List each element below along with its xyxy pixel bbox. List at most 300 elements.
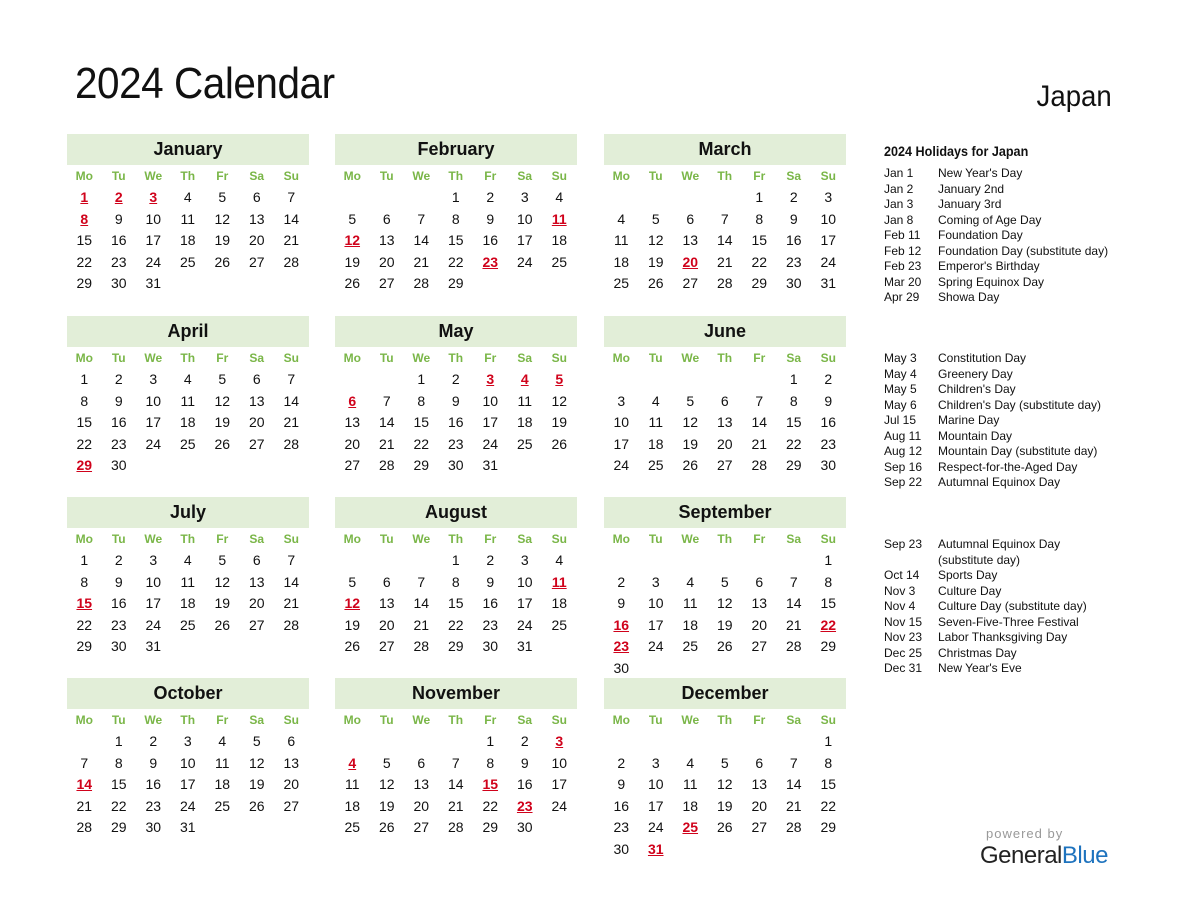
weekday-label: Fr bbox=[484, 169, 497, 183]
weekday-label: Sa bbox=[786, 351, 802, 365]
month-april bbox=[67, 316, 309, 477]
month-january bbox=[67, 134, 309, 295]
day-cell: 30 bbox=[482, 638, 499, 654]
week-row bbox=[604, 230, 846, 252]
week-row bbox=[335, 593, 577, 615]
holiday-entry bbox=[884, 413, 1114, 429]
holiday-entry bbox=[884, 244, 1114, 260]
empty-day-cell bbox=[811, 658, 846, 680]
day-cell: 19 bbox=[344, 616, 361, 633]
holiday-date: Feb 11 bbox=[884, 228, 921, 242]
week-row bbox=[67, 369, 309, 391]
weekday-label: Mo bbox=[343, 532, 361, 546]
day-cell: 5 bbox=[686, 392, 695, 409]
day-cell: 12 bbox=[214, 392, 231, 409]
weekday-label: Tu bbox=[111, 713, 126, 727]
holiday-entry bbox=[884, 290, 1114, 306]
week-row bbox=[67, 796, 309, 818]
weekday-label: Mo bbox=[612, 532, 630, 546]
day-cell: 5 bbox=[555, 371, 564, 387]
day-cell: 21 bbox=[378, 435, 395, 452]
day-cell: 21 bbox=[413, 253, 430, 270]
holiday-name: Seven-Five-Three Festival bbox=[938, 614, 1079, 629]
week-row bbox=[604, 796, 846, 818]
day-cell: 15 bbox=[76, 232, 93, 248]
week-row bbox=[604, 658, 846, 680]
day-cell: 7 bbox=[417, 210, 426, 227]
empty-day-cell bbox=[708, 187, 743, 209]
weekday-label: Sa bbox=[786, 532, 802, 546]
day-cell: 14 bbox=[76, 776, 93, 792]
day-cell: 26 bbox=[716, 638, 733, 654]
week-row bbox=[604, 273, 846, 295]
day-cell: 19 bbox=[214, 232, 231, 248]
day-cell: 2 bbox=[789, 189, 798, 205]
day-cell: 26 bbox=[682, 457, 699, 473]
day-cell: 25 bbox=[214, 797, 231, 814]
day-cell: 16 bbox=[482, 232, 499, 248]
holiday-name: Autumnal Equinox Day bbox=[938, 475, 1061, 489]
day-cell: 8 bbox=[486, 754, 495, 771]
day-cell: 9 bbox=[486, 210, 495, 227]
day-cell: 3 bbox=[555, 733, 564, 749]
day-cell: 13 bbox=[344, 414, 361, 430]
day-cell: 16 bbox=[110, 232, 127, 248]
day-cell: 3 bbox=[824, 189, 833, 205]
day-cell: 29 bbox=[76, 638, 93, 654]
day-cell: 12 bbox=[551, 392, 568, 409]
day-cell: 10 bbox=[516, 573, 533, 590]
day-cell: 11 bbox=[551, 210, 567, 227]
day-cell: 17 bbox=[145, 414, 162, 430]
empty-day-cell bbox=[171, 455, 206, 477]
day-cell: 4 bbox=[651, 392, 660, 409]
day-cell: 6 bbox=[287, 733, 296, 749]
day-cell: 14 bbox=[716, 232, 733, 248]
day-cell: 1 bbox=[789, 371, 798, 387]
weekday-label: Su bbox=[820, 351, 836, 365]
holiday-date: Jan 3 bbox=[884, 197, 914, 211]
day-cell: 28 bbox=[751, 457, 768, 473]
empty-day-cell bbox=[404, 187, 439, 209]
week-row bbox=[604, 731, 846, 753]
weekday-label: Tu bbox=[648, 532, 663, 546]
day-cell: 1 bbox=[80, 189, 89, 205]
day-cell: 8 bbox=[417, 392, 426, 409]
day-cell: 21 bbox=[283, 232, 300, 248]
holiday-name: Children's Day (substitute day) bbox=[938, 397, 1102, 412]
day-cell: 24 bbox=[516, 616, 533, 633]
day-cell: 19 bbox=[716, 797, 733, 814]
weekday-label: Mo bbox=[75, 532, 93, 546]
empty-day-cell bbox=[508, 273, 543, 295]
week-row bbox=[604, 369, 846, 391]
day-cell: 17 bbox=[647, 616, 664, 633]
day-cell: 13 bbox=[751, 776, 768, 792]
empty-day-cell bbox=[777, 839, 812, 861]
weekday-header-row bbox=[335, 165, 577, 187]
weekday-label: Sa bbox=[249, 169, 265, 183]
empty-day-cell bbox=[777, 550, 812, 572]
day-cell: 14 bbox=[413, 232, 430, 248]
day-cell: 20 bbox=[378, 616, 395, 633]
day-cell: 29 bbox=[820, 638, 837, 654]
empty-day-cell bbox=[205, 273, 240, 295]
holiday-date: Nov 4 bbox=[884, 599, 916, 613]
day-cell: 5 bbox=[720, 754, 729, 771]
week-row bbox=[335, 774, 577, 796]
day-cell: 9 bbox=[149, 754, 158, 771]
day-cell: 1 bbox=[451, 189, 460, 205]
day-cell: 31 bbox=[482, 457, 499, 473]
month-december bbox=[604, 678, 846, 860]
day-cell: 14 bbox=[413, 595, 430, 611]
holidays-title: 2024 Holidays for Japan bbox=[884, 143, 1029, 159]
week-row bbox=[67, 615, 309, 637]
day-cell: 15 bbox=[76, 414, 93, 430]
holiday-entry bbox=[884, 444, 1114, 460]
day-cell: 18 bbox=[516, 414, 533, 430]
empty-day-cell bbox=[604, 369, 639, 391]
day-cell: 12 bbox=[248, 754, 265, 771]
day-cell: 5 bbox=[382, 754, 391, 771]
week-row bbox=[67, 273, 309, 295]
week-row bbox=[67, 455, 309, 477]
day-cell: 30 bbox=[110, 638, 127, 654]
day-cell: 14 bbox=[447, 776, 464, 792]
day-cell: 11 bbox=[682, 595, 698, 611]
weekday-label: Fr bbox=[484, 532, 497, 546]
day-cell: 20 bbox=[751, 616, 768, 633]
day-cell: 12 bbox=[344, 232, 361, 248]
weekday-label: Fr bbox=[753, 532, 766, 546]
week-row bbox=[604, 572, 846, 594]
holiday-date: Sep 23 bbox=[884, 537, 923, 551]
day-cell: 8 bbox=[80, 210, 89, 227]
day-cell: 29 bbox=[751, 275, 768, 291]
day-cell: 25 bbox=[179, 435, 196, 452]
week-row bbox=[335, 252, 577, 274]
week-row bbox=[604, 615, 846, 637]
month-title: August bbox=[335, 497, 577, 528]
holiday-entry bbox=[884, 182, 1114, 198]
day-cell: 14 bbox=[785, 776, 802, 792]
day-cell: 28 bbox=[413, 275, 430, 291]
day-cell: 23 bbox=[613, 638, 630, 654]
day-cell: 25 bbox=[516, 435, 533, 452]
holiday-date: May 6 bbox=[884, 397, 917, 412]
day-cell: 10 bbox=[145, 573, 162, 590]
weekday-label: Mo bbox=[75, 713, 93, 727]
weekday-label: Fr bbox=[216, 532, 229, 546]
week-row bbox=[604, 774, 846, 796]
day-cell: 21 bbox=[785, 616, 802, 633]
day-cell: 25 bbox=[613, 275, 630, 291]
week-row bbox=[67, 391, 309, 413]
holiday-name: Mountain Day bbox=[938, 428, 1013, 443]
day-cell: 12 bbox=[716, 776, 733, 792]
holiday-entry bbox=[884, 166, 1114, 182]
day-cell: 25 bbox=[682, 638, 699, 654]
empty-day-cell bbox=[171, 273, 206, 295]
day-cell: 22 bbox=[785, 435, 802, 452]
day-cell: 12 bbox=[647, 232, 664, 248]
week-row bbox=[604, 593, 846, 615]
day-cell: 29 bbox=[110, 819, 127, 835]
week-row bbox=[604, 636, 846, 658]
holiday-entry bbox=[884, 213, 1114, 229]
day-cell: 26 bbox=[214, 253, 231, 270]
day-cell: 6 bbox=[720, 392, 729, 409]
weekday-label: We bbox=[144, 713, 163, 727]
day-cell: 29 bbox=[76, 457, 93, 473]
empty-day-cell bbox=[473, 273, 508, 295]
week-row bbox=[604, 753, 846, 775]
holiday-entry bbox=[884, 646, 1114, 662]
holiday-name: Constitution Day bbox=[938, 351, 1027, 365]
month-february bbox=[335, 134, 577, 295]
week-row bbox=[335, 817, 577, 839]
day-cell: 23 bbox=[110, 435, 127, 452]
day-cell: 19 bbox=[344, 253, 361, 270]
weekday-label: Sa bbox=[517, 169, 533, 183]
day-cell: 5 bbox=[218, 371, 227, 387]
day-cell: 2 bbox=[114, 189, 123, 205]
month-title: June bbox=[604, 316, 846, 347]
month-title: January bbox=[67, 134, 309, 165]
holiday-entry bbox=[884, 398, 1114, 414]
empty-day-cell bbox=[639, 658, 674, 680]
day-cell: 31 bbox=[820, 275, 837, 291]
week-row bbox=[335, 753, 577, 775]
day-cell: 21 bbox=[76, 797, 93, 814]
day-cell: 7 bbox=[382, 392, 391, 409]
empty-day-cell bbox=[639, 187, 674, 209]
day-cell: 7 bbox=[755, 392, 764, 409]
empty-day-cell bbox=[205, 455, 240, 477]
day-cell: 22 bbox=[76, 616, 93, 633]
weekday-label: Tu bbox=[648, 713, 663, 727]
weekday-label: Sa bbox=[249, 351, 265, 365]
holiday-entry bbox=[884, 537, 1114, 568]
weekday-header-row bbox=[604, 165, 846, 187]
day-cell: 3 bbox=[651, 573, 660, 590]
empty-day-cell bbox=[742, 839, 777, 861]
week-row bbox=[67, 209, 309, 231]
week-row bbox=[335, 731, 577, 753]
holiday-date: Sep 22 bbox=[884, 475, 923, 489]
day-cell: 11 bbox=[180, 573, 196, 590]
brand-text-blue: Blue bbox=[1061, 842, 1108, 869]
day-cell: 21 bbox=[413, 616, 430, 633]
week-row bbox=[604, 434, 846, 456]
day-cell: 31 bbox=[145, 275, 162, 291]
weekday-label: Th bbox=[448, 532, 464, 546]
month-title: December bbox=[604, 678, 846, 709]
day-cell: 21 bbox=[447, 797, 464, 814]
day-cell: 5 bbox=[252, 733, 261, 749]
holiday-list-1 bbox=[884, 166, 1114, 306]
day-cell: 9 bbox=[114, 210, 123, 227]
holiday-name: Showa Day bbox=[938, 290, 1000, 304]
weekday-label: Sa bbox=[249, 532, 265, 546]
weekday-label: Su bbox=[283, 351, 299, 365]
day-cell: 9 bbox=[114, 392, 123, 409]
day-cell: 5 bbox=[720, 573, 729, 590]
weekday-label: Tu bbox=[111, 169, 126, 183]
day-cell: 15 bbox=[413, 414, 430, 430]
day-cell: 21 bbox=[785, 797, 802, 814]
holiday-date: May 3 bbox=[884, 351, 917, 365]
empty-day-cell bbox=[604, 731, 639, 753]
day-cell: 27 bbox=[283, 797, 300, 814]
day-cell: 23 bbox=[516, 797, 533, 814]
day-cell: 12 bbox=[214, 210, 231, 227]
day-cell: 11 bbox=[517, 392, 533, 409]
day-cell: 17 bbox=[516, 232, 533, 248]
day-cell: 17 bbox=[482, 414, 499, 430]
weekday-label: Su bbox=[283, 169, 299, 183]
day-cell: 13 bbox=[378, 595, 395, 611]
weekday-label: Tu bbox=[379, 169, 394, 183]
day-cell: 22 bbox=[820, 797, 837, 814]
holiday-date: Dec 31 bbox=[884, 661, 923, 675]
day-cell: 10 bbox=[482, 392, 499, 409]
day-cell: 15 bbox=[482, 776, 499, 792]
week-row bbox=[604, 455, 846, 477]
weekday-header-row bbox=[604, 528, 846, 550]
holiday-date: Jul 15 bbox=[884, 413, 917, 427]
empty-day-cell bbox=[370, 731, 405, 753]
day-cell: 19 bbox=[378, 797, 395, 814]
day-cell: 28 bbox=[447, 819, 464, 835]
holiday-name: Spring Equinox Day bbox=[938, 274, 1045, 289]
day-cell: 22 bbox=[76, 435, 93, 452]
weekday-label: Tu bbox=[379, 351, 394, 365]
empty-day-cell bbox=[370, 550, 405, 572]
day-cell: 7 bbox=[287, 371, 296, 387]
holiday-name: Foundation Day bbox=[938, 228, 1023, 242]
day-cell: 8 bbox=[114, 754, 123, 771]
day-cell: 1 bbox=[80, 371, 89, 387]
weekday-label: Mo bbox=[75, 169, 93, 183]
weekday-label: Mo bbox=[612, 713, 630, 727]
day-cell: 7 bbox=[287, 552, 296, 568]
weekday-label: Fr bbox=[753, 169, 766, 183]
day-cell: 9 bbox=[451, 392, 460, 409]
day-cell: 29 bbox=[447, 275, 464, 291]
day-cell: 17 bbox=[145, 232, 162, 248]
day-cell: 25 bbox=[344, 819, 361, 835]
day-cell: 16 bbox=[145, 776, 162, 792]
day-cell: 18 bbox=[214, 776, 231, 792]
weekday-label: Sa bbox=[517, 713, 533, 727]
day-cell: 13 bbox=[248, 392, 265, 409]
day-cell: 3 bbox=[149, 189, 158, 205]
holiday-name: Christmas Day bbox=[938, 645, 1017, 660]
day-cell: 4 bbox=[520, 371, 529, 387]
holiday-name: Mountain Day (substitute day) bbox=[938, 444, 1098, 458]
day-cell: 22 bbox=[76, 253, 93, 270]
holiday-name: Labor Thanksgiving Day bbox=[938, 630, 1068, 644]
empty-day-cell bbox=[404, 731, 439, 753]
month-may bbox=[335, 316, 577, 477]
week-row bbox=[67, 412, 309, 434]
holiday-date: Aug 11 bbox=[884, 428, 922, 443]
brand-text-general: General bbox=[980, 842, 1062, 869]
week-row bbox=[604, 209, 846, 231]
day-cell: 3 bbox=[183, 733, 192, 749]
month-title: February bbox=[335, 134, 577, 165]
holiday-name: Marine Day bbox=[938, 413, 1000, 427]
day-cell: 13 bbox=[283, 754, 300, 771]
weekday-label: Su bbox=[283, 532, 299, 546]
empty-day-cell bbox=[742, 369, 777, 391]
holiday-entry bbox=[884, 367, 1114, 383]
day-cell: 13 bbox=[716, 414, 733, 430]
week-row bbox=[604, 550, 846, 572]
day-cell: 20 bbox=[682, 253, 699, 270]
day-cell: 3 bbox=[486, 371, 495, 387]
day-cell: 28 bbox=[283, 616, 300, 633]
day-cell: 6 bbox=[252, 189, 261, 205]
holiday-date: Nov 23 bbox=[884, 630, 923, 644]
day-cell: 27 bbox=[248, 435, 265, 452]
empty-day-cell bbox=[708, 839, 743, 861]
day-cell: 30 bbox=[447, 457, 464, 473]
day-cell: 26 bbox=[551, 435, 568, 452]
day-cell: 21 bbox=[283, 595, 300, 611]
day-cell: 27 bbox=[378, 275, 395, 291]
holiday-date: Jan 8 bbox=[884, 212, 914, 227]
day-cell: 28 bbox=[76, 819, 93, 835]
day-cell: 6 bbox=[417, 754, 426, 771]
day-cell: 4 bbox=[617, 210, 626, 227]
holiday-entry bbox=[884, 382, 1114, 398]
weekday-label: Th bbox=[717, 169, 733, 183]
day-cell: 23 bbox=[447, 435, 464, 452]
empty-day-cell bbox=[542, 817, 577, 839]
empty-day-cell bbox=[604, 187, 639, 209]
week-row bbox=[604, 839, 846, 861]
day-cell: 10 bbox=[647, 595, 664, 611]
holiday-entry bbox=[884, 275, 1114, 291]
day-cell: 4 bbox=[183, 552, 192, 568]
day-cell: 3 bbox=[149, 552, 158, 568]
empty-day-cell bbox=[205, 636, 240, 658]
day-cell: 28 bbox=[283, 435, 300, 452]
holiday-date: Nov 15 bbox=[884, 614, 923, 629]
day-cell: 12 bbox=[378, 776, 395, 792]
generalblue-logo[interactable] bbox=[980, 842, 1108, 870]
day-cell: 24 bbox=[145, 616, 162, 633]
weekday-label: We bbox=[412, 532, 431, 546]
empty-day-cell bbox=[673, 369, 708, 391]
holiday-name: Culture Day bbox=[938, 583, 1002, 598]
day-cell: 31 bbox=[179, 819, 196, 835]
day-cell: 22 bbox=[751, 253, 768, 270]
day-cell: 6 bbox=[348, 392, 357, 409]
empty-day-cell bbox=[67, 731, 102, 753]
week-row bbox=[604, 187, 846, 209]
day-cell: 4 bbox=[555, 189, 564, 205]
day-cell: 15 bbox=[76, 595, 93, 611]
empty-day-cell bbox=[742, 731, 777, 753]
empty-day-cell bbox=[205, 817, 240, 839]
empty-day-cell bbox=[171, 636, 206, 658]
holiday-entry bbox=[884, 568, 1114, 584]
month-march bbox=[604, 134, 846, 295]
